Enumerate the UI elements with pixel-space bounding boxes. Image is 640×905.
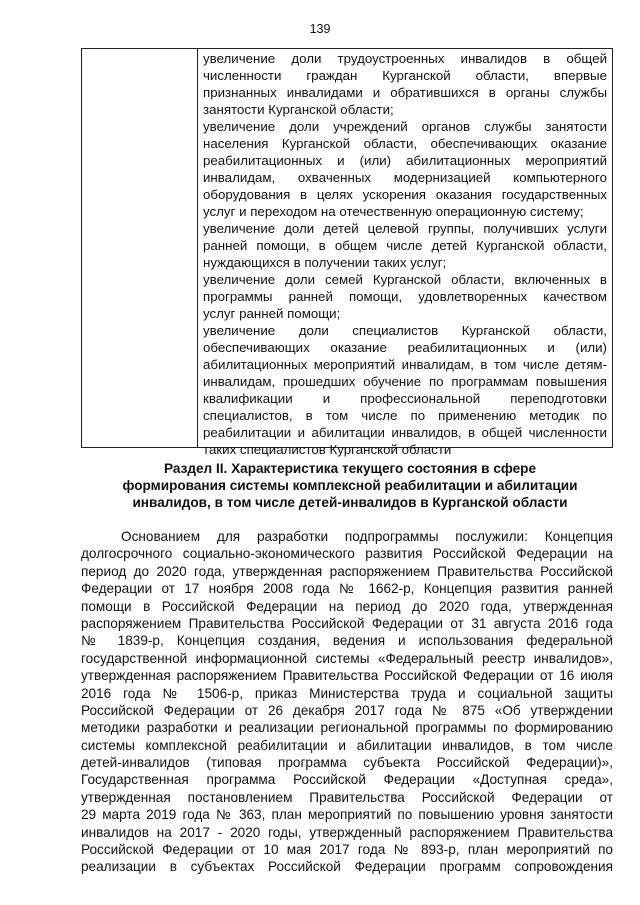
table-text-line: абилитационных мероприятий инвалидам, в том числе детям- (203, 357, 607, 372)
section-heading-line: Раздел II. Характеристика текущего состояния в сфере (163, 461, 537, 476)
body-text-line: 2016 года № 1506-р, приказ Министерства труда и социальной защиты (81, 685, 613, 701)
body-text-line: помощи в Российской Федерации на период до 2020 года, утвержденная (81, 598, 613, 614)
body-text-line: детей-инвалидов (типовая программа субъекта Российской Федерации)», (81, 755, 613, 771)
table-text-line: программы ранней помощи, удовлетворенных качеством (203, 289, 607, 304)
body-text-line: методики разработки и реализации региональной программы по формированию (81, 720, 613, 736)
table-text-line: инвалидам, прошедших обучение по программам повышения (203, 374, 607, 389)
table-text-line: квалификации и профессиональной переподготовки (203, 391, 607, 406)
section-heading-line: инвалидов, в том числе детей-инвалидов в Курганской области (132, 495, 568, 510)
section-heading (90, 460, 610, 511)
body-text-line: Федерации от 17 ноября 2008 года № 1662-р, Концепция развития ранней (81, 581, 613, 597)
table-text-line: ранней помощи, в общем числе детей Курганской области, (203, 238, 607, 253)
table-text-line: численности граждан Курганской области, впервые (203, 68, 607, 83)
table-text-line: увеличение доли специалистов Курганской области, (203, 323, 607, 338)
table-text-line: услуг ранней помощи; (203, 306, 341, 321)
body-text-line: утвержденная постановлением Правительства Российской Федерации от (81, 789, 613, 805)
table-text-line: реабилитации и абилитации инвалидов, в общей численности (203, 425, 607, 440)
body-text-line: № 1839-р, Концепция создания, ведения и использования федеральной (81, 633, 613, 649)
body-text-line: распоряжением Правительства Российской Федерации от 31 августа 2016 года (81, 615, 613, 631)
body-text-line: реализации в субъектах Российской Федерации программ сопровождения (81, 859, 613, 875)
table-text-line: нуждающихся в получении таких услуг; (203, 255, 447, 270)
body-text-line: инвалидов на 2017 - 2020 годы, утвержденный распоряжением Правительства (81, 824, 613, 840)
body-paragraph (81, 528, 613, 876)
table-text-line: увеличение доли учреждений органов службы занятости (203, 119, 607, 134)
table-text-line: увеличение доли детей целевой группы, получивших услуги (203, 221, 607, 236)
table-text-line: услуг и переходом на отечественную операционную систему; (203, 204, 584, 219)
section-heading-line: формирования системы комплексной реабилитации и абилитации (122, 478, 578, 493)
table-text-line: населения Курганской области, обеспечивающих оказание (203, 136, 607, 151)
table-text-line: специалистов, в том числе по применению методик по (203, 408, 607, 423)
body-text-line: утвержденная распоряжением Правительства Российской Федерации от 16 июля (81, 668, 613, 684)
table-left-column (82, 49, 198, 447)
table-text-line: признанных инвалидами и обратившихся в органы службы (203, 85, 607, 100)
body-text-line: государственной информационной системы «Федеральный реестр инвалидов», (81, 650, 613, 666)
table-text-line: увеличение доли семей Курганской области, включенных в (203, 272, 607, 287)
body-text-line: системы комплексной реабилитации и абилитации инвалидов, в том числе (81, 737, 613, 753)
table-text-line: оборудования в целях ускорения оказания государственных (203, 187, 607, 202)
body-text-line: 29 марта 2019 года № 363, план мероприятий по повышению уровня занятости (81, 807, 613, 823)
table-text-line: обеспечивающих оказание реабилитационных и (или) (203, 340, 607, 355)
table-text-line: увеличение доли трудоустроенных инвалидов в общей (203, 51, 607, 66)
table-text-line: реабилитационных и (или) абилитационных мероприятий (203, 153, 607, 168)
body-text-line: Основанием для разработки подпрограммы послужили: Концепция (121, 529, 613, 544)
body-text-line: Государственная программа Российской Федерации «Доступная среда», (81, 772, 613, 788)
body-text-line: Российской Федерации от 10 мая 2017 года № 893-р, план мероприятий по (81, 842, 613, 858)
table-text-line: таких специалистов Курганской области (203, 442, 452, 457)
page-number: 139 (309, 22, 331, 36)
body-text-line: долгосрочного социально-экономического развития Российской Федерации на (81, 546, 613, 562)
body-text-line: Российской Федерации от 26 декабря 2017 года № 875 «Об утверждении (81, 702, 613, 718)
body-text-line: период до 2020 года, утвержденная распоряжением Правительства Российской (81, 563, 613, 579)
indicators-table (81, 48, 613, 457)
table-text-line: инвалидам, охваченных модернизацией компьютерного (203, 170, 607, 185)
table-text-line: занятости Курганской области; (203, 102, 394, 117)
table-right-column (198, 49, 612, 458)
